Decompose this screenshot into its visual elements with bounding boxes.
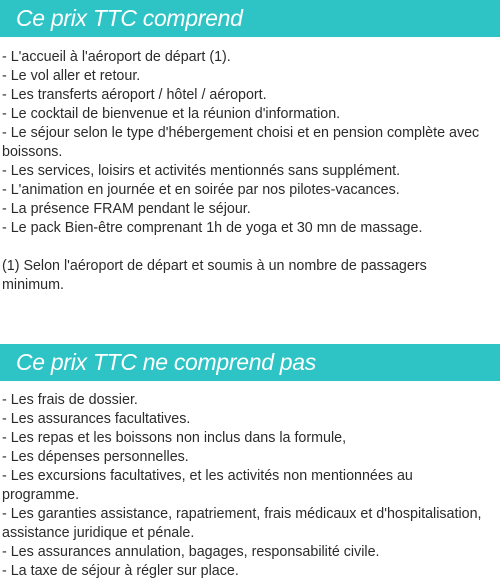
list-item: - L'accueil à l'aéroport de départ (1). xyxy=(2,49,231,65)
list-item: - Les frais de dossier. xyxy=(2,392,138,408)
list-item: - Les services, loisirs et activités mentionnés sans supplément. xyxy=(2,163,401,179)
list-item: - L'animation en journée et en soirée par nos pilotes-vacances. xyxy=(2,182,400,198)
list-item: - Les excursions facultatives, et les activités non mentionnées au programme. xyxy=(2,468,413,503)
excludes-header xyxy=(0,344,500,381)
excludes-title: Ce prix TTC ne comprend pas xyxy=(16,349,316,375)
list-item: - Les assurances annulation, bagages, responsabilité civile. xyxy=(2,544,380,560)
includes-title: Ce prix TTC comprend xyxy=(16,5,243,31)
includes-list xyxy=(2,48,484,238)
list-item: - Les transferts aéroport / hôtel / aéroport. xyxy=(2,87,267,103)
list-item: - Le cocktail de bienvenue et la réunion d'information. xyxy=(2,106,341,122)
list-item: - Les assurances facultatives. xyxy=(2,411,191,427)
list-item: - Les dépenses personnelles. xyxy=(2,449,189,465)
list-item: - La taxe de séjour à régler sur place. xyxy=(2,563,239,579)
excludes-list xyxy=(2,391,484,581)
list-item: - La présence FRAM pendant le séjour. xyxy=(2,201,251,217)
list-item: - Le vol aller et retour. xyxy=(2,68,141,84)
list-item: - Les repas et les boissons non inclus dans la formule, xyxy=(2,430,347,446)
footnote: (1) Selon l'aéroport de départ et soumis à un nombre de passagers minimum. xyxy=(2,258,427,293)
list-item: - Le pack Bien-être comprenant 1h de yoga et 30 mn de massage. xyxy=(2,220,423,236)
list-item: - Le séjour selon le type d'hébergement choisi et en pension complète avec boissons. xyxy=(2,125,480,160)
includes-header xyxy=(0,0,500,37)
list-item: - Les garanties assistance, rapatriement, frais médicaux et d'hospitalisation, assistance juridique et pénale. xyxy=(2,506,482,541)
